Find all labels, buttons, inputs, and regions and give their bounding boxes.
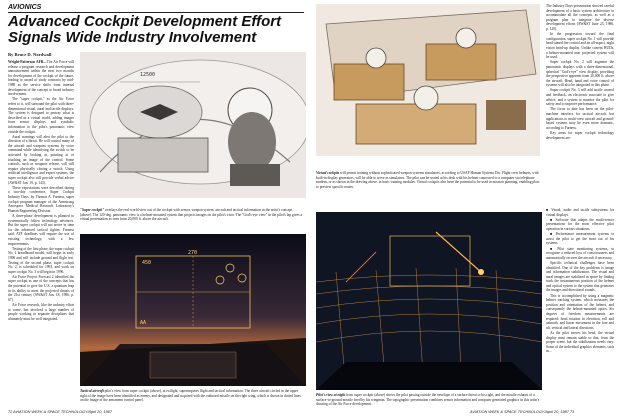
paragraph (546, 294, 614, 331)
paragraph (8, 303, 74, 321)
footer-right: AVIATION WEEK & SPACE TECHNOLOGY/April 20, 1987 73 (470, 410, 575, 414)
paragraph-text: These expectations were described during a two-day conference, Super Cockpit Industry Days, by Thomas A. Furness, super cockpit program manager of the Armstrong Aerospace Medical Research Laboratory's Human Engineering Division. (8, 185, 74, 213)
article-column-3 (546, 208, 614, 404)
headline: Advanced Cockpit Development Effort Signals Wide Industry Involvement (8, 13, 282, 46)
paragraph (546, 131, 614, 140)
paragraph (8, 214, 74, 246)
paragraph (546, 232, 614, 246)
paragraph (8, 135, 74, 186)
caption-lead: "Super cockpit" (80, 208, 105, 212)
paragraph-text: Specific technical challenges have been identified. One of the key problems is image and information stabilization. The visual and aural images are stabilized in space by finding track the instantaneous position of the helmet and optical system to the system that generates the images and directional sounds. (546, 260, 614, 293)
paragraph-text: Air Force Project Forecast 2 identified the super cockpit as one of the concepts that has the potential to give the U.S. a quantum leap in its ability to meet the projected threats of the 21st century (AW&ST Jan. 18, 1986, p. 67). (8, 274, 74, 302)
paragraph-text: The focus to date has been on the pilot-machine interface for tactical aircraft, but applications to multi-crew aircraft and ground-based systems may be even more dramatic, according to Furness. (546, 107, 614, 130)
paragraph-text: Key areas for super cockpit technology development are: (546, 131, 614, 140)
paragraph-text: A three-phase development is planned to systematically follow technology advances. But the super cockpit will not arrive in time for the advanced tactical fighter, Furness said. ATF deadlines will require the use of existing technology, with a few improvements. (8, 213, 74, 246)
caption-super-cockpit (80, 208, 304, 230)
caption-virtual-cockpits (316, 171, 542, 207)
caption-tactical-aircraft (80, 389, 304, 411)
paragraph (8, 247, 74, 275)
paragraph-text: ■ Visual, audio and tactile subsystems for virtual displays. (546, 208, 614, 217)
paragraph (546, 4, 614, 32)
caption-lead: Tactical aircraft (80, 389, 104, 393)
caption-lead: Pilot's view at night (316, 393, 346, 397)
paragraph-text: Aural warnings will alert the pilot to the direction of a threat. He will control many of the aircraft and weapons systems by voice command while identifying the switch to be activated by looking at, pointing at or touching an image of the control. Some controls, such as weapons release, will still require physically closing a switch. Using artificial intelligence and expert systems, the super cockpit also will provide verbal advice (AW&ST Jan. 19, p. 143). (8, 134, 74, 185)
tactical-aircraft-illustration (80, 234, 306, 386)
paragraph-text: ■ Performance measurement systems to assist the pilot to get the most out of his systems. (546, 232, 614, 246)
paragraph (546, 331, 614, 354)
byline: By Bruce D. Nordwall (8, 52, 52, 57)
night-view-illustration (316, 212, 542, 390)
paragraph-text: Super cockpit No. 2 will augment the panoramic displays with a three-dimensional, spherical "God's-eye" view display, providing the perspective apparent from 20,000 ft. above the aircraft. Head, hand and voice control of systems will also be integrated in this phase. (546, 60, 614, 88)
caption-text: overlays the real-world view out of the cockpit with sensor, weapon system, aircraft and tactical information in the artist's concept (above). The 120-deg. panoramic view is a helmet-mounted system that projects images on the pilot's visor. The "God's-eye view" in the pilot's lap gives a virtual presentation as seen from 20,000 ft. above the aircraft. (80, 208, 303, 221)
paragraph-text: In the progression toward the final configuration, super cockpit No. 1 will provide head-aimed fire control and an all-aspect, night vision head-up display. Unlike current HUDs, a helmet-mounted near projected system will be used. (546, 32, 614, 60)
paragraph-text: Air Force research, like the industry effort to come, has involved a large number of people working in separate disciplines that ultimately must be well integrated. (8, 303, 74, 321)
lead-in: Wright-Patterson AFB— (8, 60, 47, 64)
super-cockpit-illustration (80, 52, 306, 198)
paragraph (546, 218, 614, 232)
hud-readout: 12500 (140, 72, 156, 78)
paragraph-text: ■ Pilot state monitoring systems, to recognize a reduced loss of consciousness and automatically recover the aircraft if necessary. (546, 246, 614, 260)
paragraph-text: The "super cockpit," as the Air Force refers to it, will surround the pilot with three-dimensional visual, aural and tactile displays. The system is designed to portray what is described as a virtual world, adding images from sensor displays and symbolic information to the pilot's panoramic view outside the cockpit. (8, 97, 74, 134)
paragraph (8, 186, 74, 214)
paragraph-text: Testing of the first phase, the super cockpit No. 1 breadboard model, will begin in early 1990 and will include ground and flight test. Testing of the second phase, super cockpit No. 2, is scheduled for 1993, and work on super cockpit No. 3 will begin in 1996. (8, 246, 74, 274)
paragraph (8, 275, 74, 303)
paragraph (8, 60, 74, 97)
paragraph (546, 107, 614, 130)
caption-text: from super cockpit (above) shows the pilot passing outside the envelope of a surface threat to his right, and the missile exhaust of a surface-to-ground missile fired by his wingman. The topographic presentation combines sensor information and computer generated graphics in this artist's drawing of the Air Force development. (316, 393, 540, 406)
paragraph (546, 247, 614, 261)
paragraph-text: Super cockpit No. 3 will add tactile control and feedback, an electronic associate to give advice, and a system to monitor the pilot for safety and to improve performance. (546, 88, 614, 107)
paragraph (546, 88, 614, 106)
paragraph-text: ■ Software that adapts the multi-sensor presentations for the most effective pilot operation in various situations. (546, 217, 614, 231)
paragraph (546, 208, 614, 217)
paragraph-text: The Air Force will release a program research and development announcement within the next two months for development of the cockpit of the future, leading to award of study contracts by mid-1988 as the service shifts from internal development of the concept to broad industry involvement. (8, 60, 74, 97)
caption-text: will permit training without sophisticated weapon systems simulators, according to USAF Human Systems Div. Flight crew helmets, with built-in display generators, will be able to serve as simulators. The pilot can be seated at his desk with his helmet connected to a computer via telephone modem, or as shown in the drawing above, in basic training modules. Virtual cockpits also have the potential to be used in mission planning, enabling plots to preview specific routes. (316, 171, 540, 189)
paragraph-text: This is accomplished by using a magnetic helmet tracking system, which measures the position and orientation of the helmet, and consequently the helmet-mounted optics. Six degrees of freedom measurements are required: head rotation in elevation, roll and azimuth, and linear movement in the fore and aft, vertical and lateral directions. (546, 293, 614, 330)
hud-heading: 270 (188, 250, 198, 256)
paragraph (546, 32, 614, 60)
paragraph (546, 60, 614, 88)
paragraph-text: The Industry Days presentation showed careful development of a basic system architecture to accommodate all the concepts, as well as a program plan to integrate the diverse development efforts (AW&ST June 23, 1986, p. 120). (546, 4, 614, 31)
caption-lead: Virtual cockpits (316, 171, 340, 175)
hud-mode: AA (140, 320, 147, 326)
paragraph (8, 97, 74, 134)
section-label: AVIONICS (8, 4, 42, 11)
caption-pilots-view (316, 393, 542, 411)
caption-text: pilot's view from super cockpit (above), at twilight, superimposes flight and tactical information. The three aircraft circled in the upper right of the image have been identified as enemy, and designated and acquired with the outboard missile on the right wing, which is shown in dotted lines on the image of the armament control panel. (80, 389, 301, 402)
footer-left: 72 AVIATION WEEK & SPACE TECHNOLOGY/April 20, 1987 (8, 410, 112, 414)
paragraph (546, 261, 614, 293)
article-column-1 (8, 60, 74, 398)
virtual-cockpits-illustration (316, 4, 540, 156)
hud-speed: 450 (142, 260, 152, 266)
paragraph-text: As the pilot moves his head, the virtual display must remain stable so that, from the proper scene, but the stabilization needs vary. Some of the individual graphics elements, such as... (546, 331, 614, 354)
article-column-2 (546, 4, 614, 204)
